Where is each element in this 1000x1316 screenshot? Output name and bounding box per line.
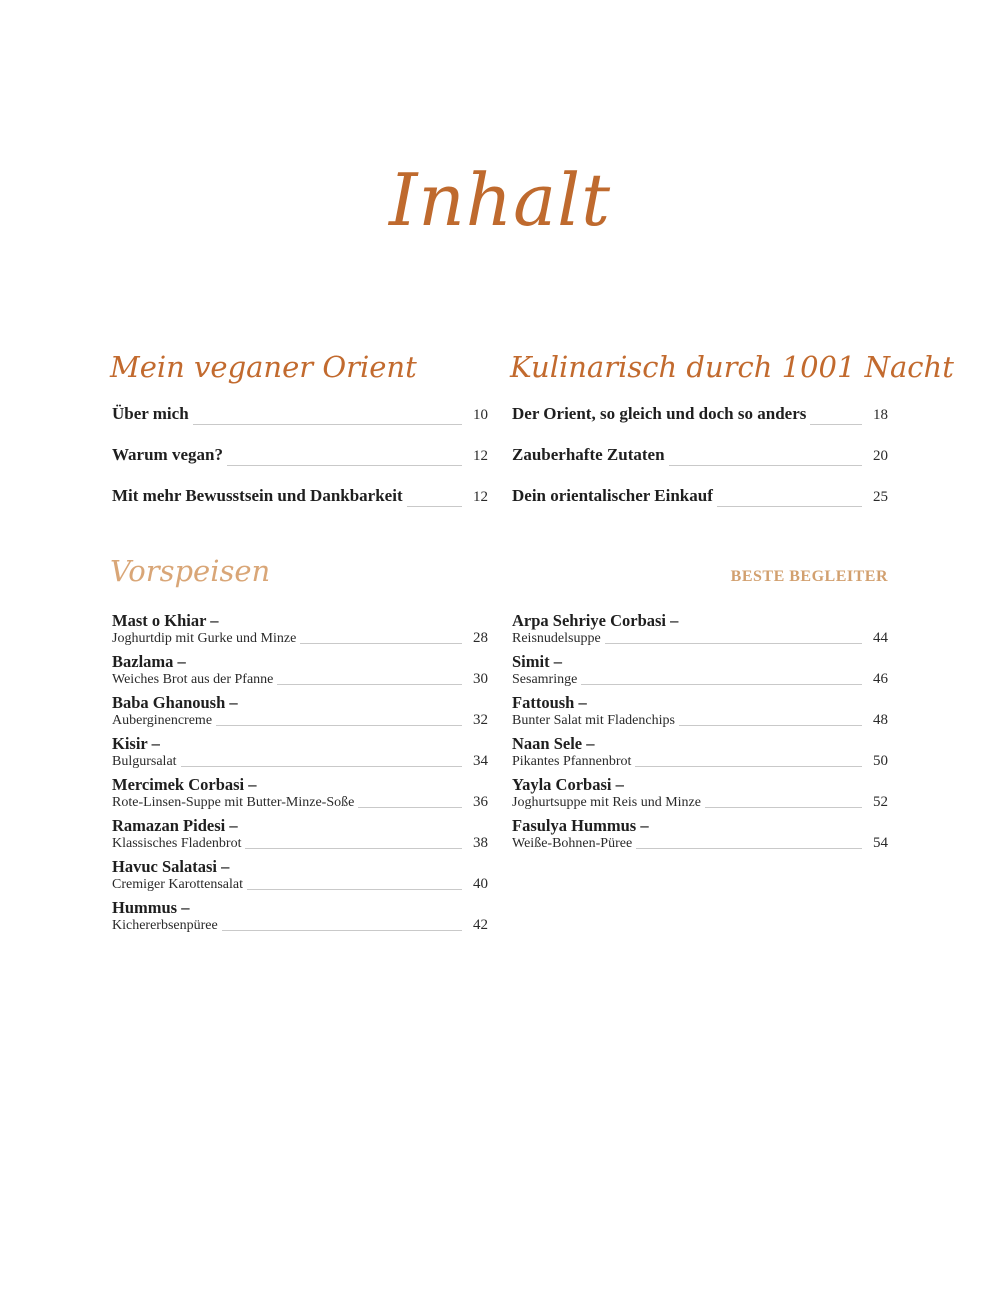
recipe-entry[interactable]: [512, 734, 888, 774]
recipe-page: 34: [473, 753, 488, 769]
leader-line: [407, 505, 462, 507]
leader-line: [247, 888, 462, 890]
toc-left-column: [112, 0, 488, 1316]
leader-line: [679, 724, 862, 726]
leader-line: [245, 847, 462, 849]
recipe-subtitle: Reisnudelsuppe: [512, 631, 601, 646]
toc-entry-title: Mit mehr Bewusstsein und Dankbarkeit: [112, 486, 403, 505]
recipe-page: 46: [873, 671, 888, 687]
leader-line: [277, 683, 462, 685]
recipe-name: Baba Ghanoush –: [112, 693, 238, 712]
toc-entry[interactable]: [512, 486, 888, 510]
recipe-entry[interactable]: [112, 857, 488, 897]
recipe-page: 44: [873, 630, 888, 646]
recipe-name: Fasulya Hummus –: [512, 816, 649, 835]
recipe-page: 42: [473, 917, 488, 933]
recipe-entry[interactable]: [112, 652, 488, 692]
toc-entry-page: 12: [473, 489, 488, 505]
recipe-name: Mast o Khiar –: [112, 611, 219, 630]
toc-entry-page: 20: [873, 448, 888, 464]
section-title-kulinarisch: Kulinarisch durch 1001 Nacht: [510, 350, 954, 384]
recipe-name: Arpa Sehriye Corbasi –: [512, 611, 679, 630]
toc-entry[interactable]: [512, 404, 888, 428]
toc-entry-title: Dein orientalischer Einkauf: [512, 486, 713, 505]
toc-entry[interactable]: [112, 445, 488, 469]
leader-line: [300, 642, 462, 644]
section-label-beste-begleiter: BESTE BEGLEITER: [730, 568, 888, 585]
recipe-page: 32: [473, 712, 488, 728]
recipe-entry[interactable]: [112, 898, 488, 938]
toc-entry-page: 12: [473, 448, 488, 464]
leader-line: [669, 464, 862, 466]
recipe-page: 36: [473, 794, 488, 810]
recipe-entry[interactable]: [512, 652, 888, 692]
leader-line: [605, 642, 862, 644]
toc-entry-page: 10: [473, 407, 488, 423]
recipe-page: 52: [873, 794, 888, 810]
leader-line: [181, 765, 462, 767]
recipe-entry[interactable]: [512, 816, 888, 856]
recipe-subtitle: Cremiger Karottensalat: [112, 877, 244, 892]
recipe-subtitle: Sesamringe: [512, 672, 578, 687]
recipe-subtitle: Bunter Salat mit Fladenchips: [512, 713, 675, 728]
recipe-entry[interactable]: [112, 693, 488, 733]
toc-entry[interactable]: [112, 404, 488, 428]
recipe-name: Bazlama –: [112, 652, 186, 671]
recipe-subtitle: Kichererbsenpüree: [112, 918, 218, 933]
recipe-name: Havuc Salatasi –: [112, 857, 230, 876]
recipe-name: Naan Sele –: [512, 734, 595, 753]
recipe-name: Simit –: [512, 652, 562, 671]
toc-entry-title: Zauberhafte Zutaten: [512, 445, 665, 464]
recipe-subtitle: Klassisches Fladenbrot: [112, 836, 242, 851]
leader-line: [636, 847, 862, 849]
toc-entry-page: 18: [873, 407, 888, 423]
recipe-name: Ramazan Pidesi –: [112, 816, 238, 835]
recipe-subtitle: Auberginencreme: [112, 713, 213, 728]
recipe-subtitle: Pikantes Pfannenbrot: [512, 754, 632, 769]
leader-line: [705, 806, 862, 808]
recipe-subtitle: Weiches Brot aus der Pfanne: [112, 672, 274, 687]
toc-right-column: [510, 0, 954, 1316]
recipe-entry[interactable]: [112, 775, 488, 815]
leader-line: [358, 806, 462, 808]
recipe-page: 30: [473, 671, 488, 687]
recipe-name: Mercimek Corbasi –: [112, 775, 257, 794]
toc-entry[interactable]: [512, 445, 888, 469]
recipe-page: 48: [873, 712, 888, 728]
section-title-mein-veganer-orient: Mein veganer Orient: [110, 350, 417, 384]
recipe-subtitle: Rote-Linsen-Suppe mit Butter-Minze-Soße: [112, 795, 355, 810]
toc-entry-title: Warum vegan?: [112, 445, 223, 464]
page-title: Inhalt: [388, 158, 612, 242]
recipe-entry[interactable]: [112, 816, 488, 856]
toc-entry-title: Der Orient, so gleich und doch so anders: [512, 404, 807, 423]
recipe-name: Kisir –: [112, 734, 160, 753]
recipe-subtitle: Joghurtdip mit Gurke und Minze: [112, 631, 297, 646]
recipe-page: 38: [473, 835, 488, 851]
leader-line: [810, 423, 862, 425]
recipe-entry[interactable]: [112, 734, 488, 774]
recipe-name: Hummus –: [112, 898, 190, 917]
leader-line: [222, 929, 462, 931]
recipe-page: 54: [873, 835, 888, 851]
leader-line: [227, 464, 462, 466]
recipe-subtitle: Weiße-Bohnen-Püree: [512, 836, 633, 851]
leader-line: [635, 765, 862, 767]
toc-entry[interactable]: [112, 486, 488, 510]
section-title-vorspeisen: Vorspeisen: [110, 554, 271, 588]
recipe-name: Fattoush –: [512, 693, 587, 712]
recipe-subtitle: Bulgursalat: [112, 754, 177, 769]
recipe-entry[interactable]: [112, 611, 488, 651]
recipe-page: 50: [873, 753, 888, 769]
recipe-page: 28: [473, 630, 488, 646]
leader-line: [193, 423, 462, 425]
recipe-subtitle: Joghurtsuppe mit Reis und Minze: [512, 795, 701, 810]
recipe-entry[interactable]: [512, 775, 888, 815]
toc-entry-title: Über mich: [112, 404, 189, 423]
toc-entry-page: 25: [873, 489, 888, 505]
leader-line: [717, 505, 862, 507]
recipe-page: 40: [473, 876, 488, 892]
recipe-entry[interactable]: [512, 693, 888, 733]
recipe-entry[interactable]: [512, 611, 888, 651]
leader-line: [581, 683, 862, 685]
recipe-name: Yayla Corbasi –: [512, 775, 624, 794]
leader-line: [216, 724, 462, 726]
